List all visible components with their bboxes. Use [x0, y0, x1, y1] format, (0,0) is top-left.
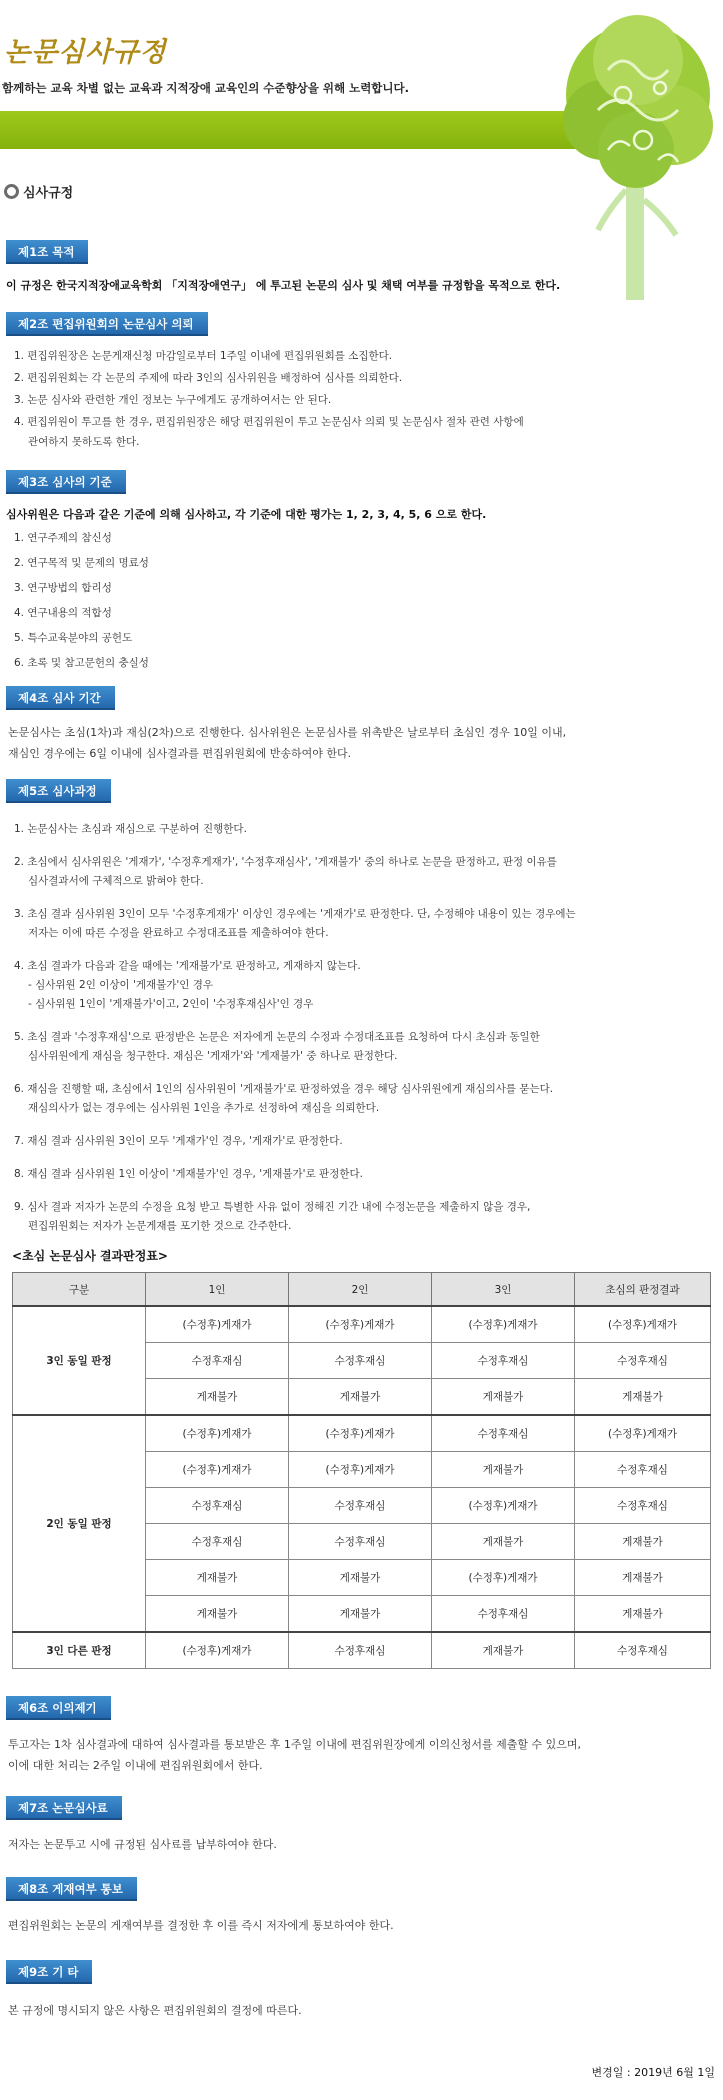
table-header-row [13, 1273, 711, 1307]
table-cell: 게재불가 [289, 1560, 432, 1596]
table-cell: 게재불가 [289, 1596, 432, 1633]
table-cell: 수정후재심 [432, 1596, 575, 1633]
list-item: 6. 재심을 진행할 때, 초심에서 1인의 심사위원이 '게재불가'로 판정하였을 경우 해당 심사위원에게 재심의사를 묻는다. 재심의사가 없는 경우에는 심사위원 1인을 추가로 선정하여 재심을 의뢰한다. [14, 1083, 554, 1114]
table-cell: 게재불가 [432, 1524, 575, 1560]
article-2-badge: 제2조 편집위원회의 논문심사 의뢰 [6, 312, 208, 336]
table-row [13, 1632, 711, 1669]
table-cell: (수정후)게재가 [432, 1488, 575, 1524]
article-9-badge: 제9조 기 타 [6, 1960, 92, 1984]
list-item: 2. 편집위원회는 각 논문의 주제에 따라 3인의 심사위원을 배정하여 심사를 의뢰한다. [14, 372, 403, 384]
table-cell: (수정후)게재가 [289, 1415, 432, 1452]
table-row [13, 1306, 711, 1343]
page-header [0, 0, 723, 175]
table-cell: 게재불가 [575, 1379, 711, 1416]
article-8-badge: 제8조 게재여부 통보 [6, 1877, 137, 1901]
table-cell: 수정후재심 [575, 1452, 711, 1488]
table-cell: 수정후재심 [146, 1343, 289, 1379]
table-cell: (수정후)게재가 [289, 1306, 432, 1343]
article-4-line: 논문심사는 초심(1차)과 재심(2차)으로 진행한다. 심사위원은 논문심사를 위촉받은 날로부터 초심인 경우 10일 이내, [8, 726, 567, 739]
table-header-cell: 구분 [13, 1273, 146, 1307]
table-cell: 수정후재심 [289, 1343, 432, 1379]
result-table [12, 1272, 711, 1669]
table-header-cell: 초심의 판정결과 [575, 1273, 711, 1307]
table-cell: (수정후)게재가 [146, 1306, 289, 1343]
group-label: 2인 동일 판정 [13, 1415, 146, 1632]
table-cell: (수정후)게재가 [289, 1452, 432, 1488]
table-cell: (수정후)게재가 [432, 1306, 575, 1343]
tree-illustration [548, 0, 723, 300]
list-item: 6. 초록 및 참고문헌의 충실성 [14, 657, 149, 669]
list-item: 4. 편집위원이 투고를 한 경우, 편집위원장은 해당 편집위원이 투고 논문심사 의뢰 및 논문심사 절차 관련 사항에 [14, 416, 524, 428]
table-row [13, 1415, 711, 1452]
list-item: 4. 초심 결과가 다음과 같을 때에는 '게재불가'로 판정하고, 게재하지 않는다. - 심사위원 2인 이상이 '게재불가'인 경우 - 심사위원 1인이 '게재불가'이고, 2인이 '수정후재심사'인 경우 [14, 960, 361, 1010]
table-cell: (수정후)게재가 [146, 1632, 289, 1669]
table-cell: 게재불가 [432, 1632, 575, 1669]
list-item-continuation: 관여하지 못하도록 한다. [28, 436, 140, 448]
article-3-list [14, 530, 149, 680]
table-cell: 수정후재심 [575, 1343, 711, 1379]
table-cell: 게재불가 [575, 1524, 711, 1560]
header-slogan: 함께하는 교육 차별 없는 교육과 지적장애 교육인의 수준향상을 위해 노력합니다. [2, 81, 409, 95]
ring-bullet-icon [4, 184, 19, 199]
list-item: 2. 초심에서 심사위원은 '게재가', '수정후게재가', '수정후재심사', '게재불가' 중의 하나로 논문을 판정하고, 판정 이유를 심사결과서에 구체적으로 밝혀야 한다. [14, 856, 557, 887]
table-cell: (수정후)게재가 [146, 1452, 289, 1488]
table-cell: 수정후재심 [575, 1632, 711, 1669]
article-9-text: 본 규정에 명시되지 않은 사항은 편집위원회의 결정에 따른다. [8, 2004, 302, 2017]
table-cell: 수정후재심 [432, 1415, 575, 1452]
article-5-list [14, 820, 576, 1236]
table-cell: 수정후재심 [289, 1524, 432, 1560]
table-cell: 게재불가 [146, 1596, 289, 1633]
article-4-line: 재심인 경우에는 6일 이내에 심사결과를 편집위원회에 반송하여야 한다. [8, 747, 352, 760]
section-title [4, 182, 73, 201]
article-3-lead: 심사위원은 다음과 같은 기준에 의해 심사하고, 각 기준에 대한 평가는 1, 2, 3, 4, 5, 6 으로 한다. [6, 508, 487, 521]
list-item: 5. 초심 결과 '수정후재심'으로 판정받은 논문은 저자에게 논문의 수정과 수정대조표를 요청하여 다시 초심과 동일한 심사위원에게 재심을 청구한다. 재심은 '게재가'와 '게재불가' 중 하나로 판정한다. [14, 1031, 540, 1062]
table-cell: 수정후재심 [146, 1524, 289, 1560]
table-cell: 게재불가 [289, 1379, 432, 1416]
list-item: 7. 재심 결과 심사위원 3인이 모두 '게재가'인 경우, '게재가'로 판정한다. [14, 1135, 343, 1147]
table-header-cell: 2인 [289, 1273, 432, 1307]
list-item: 8. 재심 결과 심사위원 1인 이상이 '게재불가'인 경우, '게재불가'로 판정한다. [14, 1168, 363, 1180]
article-8-text: 편집위원회는 논문의 게재여부를 결정한 후 이를 즉시 저자에게 통보하여야 한다. [8, 1919, 394, 1932]
table-cell: 수정후재심 [289, 1488, 432, 1524]
table-cell: 게재불가 [146, 1379, 289, 1416]
article-5-badge: 제5조 심사과정 [6, 779, 111, 803]
article-7-text: 저자는 논문투고 시에 규정된 심사료를 납부하여야 한다. [8, 1838, 277, 1851]
table-header-cell: 1인 [146, 1273, 289, 1307]
article-1-badge: 제1조 목적 [6, 240, 88, 264]
table-cell: (수정후)게재가 [575, 1415, 711, 1452]
list-item: 3. 초심 결과 심사위원 3인이 모두 '수정후게재가' 이상인 경우에는 '게재가'로 판정한다. 단, 수정해야 내용이 있는 경우에는 저자는 이에 따른 수정을 완료하고 수정대조표를 제출하여야 한다. [14, 908, 576, 939]
article-6-line: 투고자는 1차 심사결과에 대하여 심사결과를 통보받은 후 1주일 이내에 편집위원장에게 이의신청서를 제출할 수 있으며, [8, 1738, 581, 1751]
revision-date: 변경일 : 2019년 6월 1일 [591, 2066, 715, 2079]
table-cell: 수정후재심 [575, 1488, 711, 1524]
table-cell: 게재불가 [575, 1560, 711, 1596]
table-cell: 수정후재심 [146, 1488, 289, 1524]
list-item: 2. 연구목적 및 문제의 명료성 [14, 557, 149, 569]
table-cell: 수정후재심 [432, 1343, 575, 1379]
article-6-badge: 제6조 이의제기 [6, 1696, 111, 1720]
table-cell: 게재불가 [432, 1379, 575, 1416]
list-item: 5. 특수교육분야의 공헌도 [14, 632, 133, 644]
table-cell: (수정후)게재가 [575, 1306, 711, 1343]
group-label: 3인 동일 판정 [13, 1306, 146, 1415]
list-item: 3. 논문 심사와 관련한 개인 정보는 누구에게도 공개하여서는 안 된다. [14, 394, 332, 406]
article-6-line: 이에 대한 처리는 2주일 이내에 편집위원회에서 한다. [8, 1759, 263, 1772]
article-4-badge: 제4조 심사 기간 [6, 686, 115, 710]
group-label: 3인 다른 판정 [13, 1632, 146, 1669]
list-item: 1. 논문심사는 초심과 재심으로 구분하여 진행한다. [14, 823, 247, 835]
table-cell: (수정후)게재가 [146, 1415, 289, 1452]
article-3-badge: 제3조 심사의 기준 [6, 470, 126, 494]
result-table-title: <초심 논문심사 결과판정표> [12, 1249, 168, 1263]
page-title: 논문심사규정 [4, 37, 167, 68]
table-cell: 게재불가 [432, 1452, 575, 1488]
list-item: 9. 심사 결과 저자가 논문의 수정을 요청 받고 특별한 사유 없이 정해진 기간 내에 수정논문을 제출하지 않을 경우, 편집위원회는 저자가 논문게재를 포기한 것으로 간주한다. [14, 1201, 531, 1232]
article-2-list [14, 348, 524, 454]
table-header-cell: 3인 [432, 1273, 575, 1307]
list-item: 4. 연구내용의 적합성 [14, 607, 112, 619]
article-7-badge: 제7조 논문심사료 [6, 1796, 122, 1820]
list-item: 1. 편집위원장은 논문게재신청 마감일로부터 1주일 이내에 편집위원회를 소집한다. [14, 350, 393, 362]
article-1-text: 이 규정은 한국지적장애교육학회 「지적장애연구」 에 투고된 논문의 심사 및 채택 여부를 규정함을 목적으로 한다. [6, 279, 561, 292]
list-item: 1. 연구주제의 참신성 [14, 532, 112, 544]
list-item: 3. 연구방법의 합리성 [14, 582, 112, 594]
table-cell: 게재불가 [575, 1596, 711, 1633]
table-cell: (수정후)게재가 [432, 1560, 575, 1596]
table-cell: 수정후재심 [289, 1632, 432, 1669]
section-title-label: 심사규정 [23, 186, 74, 201]
table-cell: 게재불가 [146, 1560, 289, 1596]
